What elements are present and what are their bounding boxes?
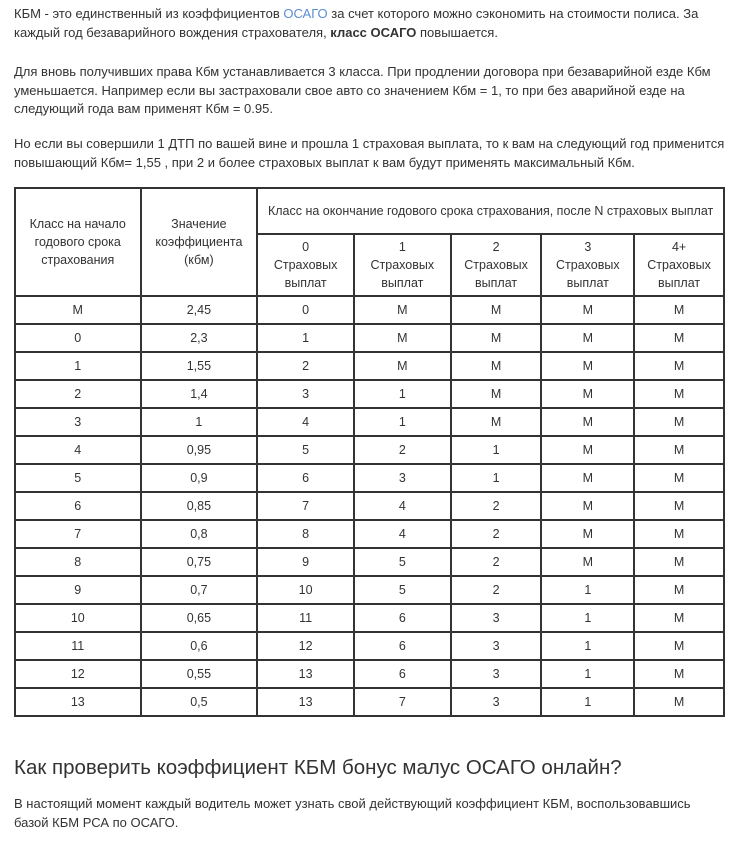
table-cell: 1 [354,380,451,408]
table-cell: 12 [15,660,141,688]
table-cell: М [634,324,724,352]
table-cell: М [634,520,724,548]
table-row [15,632,724,660]
table-cell: 3 [451,604,542,632]
table-cell: М [541,548,634,576]
table-cell: М [541,380,634,408]
table-cell: М [15,296,141,324]
table-cell: 3 [451,688,542,716]
table-cell: 4 [15,436,141,464]
intro-text-a: - это единственный из коэффициентов [40,6,284,21]
table-cell: М [541,492,634,520]
table-row [15,688,724,716]
table-cell: 13 [257,688,354,716]
table-cell: 0,85 [141,492,258,520]
table-cell: М [451,380,542,408]
table-row [15,296,724,324]
table-cell: 2 [451,492,542,520]
table-row [15,520,724,548]
table-cell: 1,55 [141,352,258,380]
table-cell: 1 [451,464,542,492]
table-cell: 2 [15,380,141,408]
table-cell: 5 [354,548,451,576]
table-cell: 3 [354,464,451,492]
table-cell: 0,9 [141,464,258,492]
kbm-table [14,187,725,717]
table-cell: 7 [354,688,451,716]
table-cell: 1 [541,632,634,660]
table-cell: 1,4 [141,380,258,408]
table-cell: 10 [257,576,354,604]
subheader-payments-0 [257,234,354,296]
table-row [15,492,724,520]
table-cell: М [634,380,724,408]
table-cell: 6 [354,604,451,632]
header-start-class: Класс на начало годового срока страхования [15,188,141,296]
table-row [15,576,724,604]
section-title: Как проверить коэффициент КБМ бонус малус ОСАГО онлайн? [14,756,622,779]
subheader-count: 4+ [671,240,687,254]
table-cell: 3 [451,660,542,688]
table-cell: М [541,352,634,380]
table-row [15,380,724,408]
header-kbm-value: Значение коэффициента (кбм) [141,188,258,296]
table-cell: 5 [354,576,451,604]
subheader-count: 2 [492,240,500,254]
class-osago-bold: класс ОСАГО [330,24,417,40]
table-row [15,604,724,632]
table-cell: 10 [15,604,141,632]
table-cell: 0,75 [141,548,258,576]
table-cell: М [354,352,451,380]
table-cell: М [541,520,634,548]
table-row [15,660,724,688]
table-cell: 0,95 [141,436,258,464]
table-cell: 2 [451,576,542,604]
table-cell: М [634,296,724,324]
table-cell: 1 [141,408,258,436]
table-cell: 0,5 [141,688,258,716]
table-cell: М [634,604,724,632]
table-cell: 0,55 [141,660,258,688]
table-cell: М [634,492,724,520]
table-cell: М [541,408,634,436]
subheader-payments-3 [541,234,634,296]
intro-text-b: за счет которого можно сэкономить на стоимости полиса. За каждый год безаварийного вождения страхователя, [14,6,699,40]
table-cell: М [354,324,451,352]
table-cell: 5 [257,436,354,464]
table-cell: 0,65 [141,604,258,632]
table-cell: М [541,436,634,464]
table-cell: 7 [257,492,354,520]
table-cell: 9 [15,576,141,604]
table-cell: 8 [257,520,354,548]
table-cell: М [634,576,724,604]
table-cell: 4 [354,492,451,520]
table-cell: М [634,352,724,380]
subheader-count: 1 [398,240,406,254]
accident-paragraph: Но если вы совершили 1 ДТП по вашей вине и прошла 1 страховая выплата, то к вам на следующий год применится повышающий Кбм= 1,55 , при 2 и более страховых выплат к вам будут применять максимальный Кбм. [14,136,725,170]
table-cell: 3 [15,408,141,436]
table-cell: 4 [354,520,451,548]
table-cell: 2,3 [141,324,258,352]
table-row [15,464,724,492]
subheader-label: Страховых выплат [647,258,711,290]
table-cell: 6 [354,632,451,660]
table-cell: 3 [257,380,354,408]
table-cell: 4 [257,408,354,436]
table-cell: 2 [354,436,451,464]
table-cell: 8 [15,548,141,576]
table-cell: 2 [257,352,354,380]
table-cell: М [541,296,634,324]
table-cell: 7 [15,520,141,548]
table-cell: 2 [451,548,542,576]
table-cell: 1 [541,604,634,632]
table-cell: 12 [257,632,354,660]
check-kbm-paragraph: В настоящий момент каждый водитель может узнать свой действующий коэффициент КБМ, воспользовавшись базой КБМ РСА по ОСАГО. [14,796,691,830]
table-cell: 0 [257,296,354,324]
subheader-label: Страховых выплат [370,258,435,290]
table-cell: М [634,436,724,464]
table-cell: М [354,296,451,324]
table-cell: 0,7 [141,576,258,604]
new-drivers-paragraph: Для вновь получивших права Кбм устанавливается 3 класса. При продлении договора при безаварийной езде Кбм уменьшается. Например если вы застраховали свое авто со значением Кбм = 1, то при без аварийной езде на следующий года вам применят Кбм = 0.95. [14,64,711,116]
table-cell: 9 [257,548,354,576]
header-end-class-group: Класс на окончание годового срока страхования, после N страховых выплат [257,188,724,234]
table-row [15,408,724,436]
table-cell: 6 [354,660,451,688]
table-cell: 2,45 [141,296,258,324]
table-cell: 1 [541,660,634,688]
table-cell: М [451,408,542,436]
intro-text-c: повышается. [416,24,498,40]
table-cell: М [451,352,542,380]
subheader-count: 3 [584,240,592,254]
table-cell: М [541,464,634,492]
table-cell: М [634,464,724,492]
table-cell: 1 [257,324,354,352]
table-cell: 1 [354,408,451,436]
subheader-payments-2 [451,234,542,296]
table-cell: М [541,324,634,352]
table-cell: 2 [451,520,542,548]
subheader-count: 0 [302,240,310,254]
subheader-label: Страховых выплат [464,258,528,290]
table-cell: 1 [541,688,634,716]
table-cell: 1 [541,576,634,604]
table-row [15,548,724,576]
table-row [15,352,724,380]
table-cell: М [634,632,724,660]
table-cell: М [634,660,724,688]
table-cell: 13 [257,660,354,688]
table-cell: 1 [451,436,542,464]
table-cell: 0,6 [141,632,258,660]
table-cell: 6 [15,492,141,520]
table-cell: 13 [15,688,141,716]
intro-paragraph [14,5,726,42]
subheader-payments-4 [634,234,724,296]
table-row [15,436,724,464]
table-cell: 1 [15,352,141,380]
table-cell: М [451,324,542,352]
subheader-payments-1 [354,234,451,296]
table-cell: 11 [15,632,141,660]
kbm-label: КБМ [14,6,41,21]
table-cell: 11 [257,604,354,632]
table-cell: М [634,548,724,576]
table-cell: М [634,408,724,436]
table-cell: 3 [451,632,542,660]
table-cell: М [451,296,542,324]
subheader-label: Страховых выплат [273,258,338,290]
table-cell: М [634,688,724,716]
table-cell: 0 [15,324,141,352]
osago-link[interactable]: ОСАГО [283,6,328,21]
table-cell: 0,8 [141,520,258,548]
subheader-label: Страховых выплат [556,258,620,290]
table-row [15,324,724,352]
table-cell: 6 [257,464,354,492]
table-cell: 5 [15,464,141,492]
